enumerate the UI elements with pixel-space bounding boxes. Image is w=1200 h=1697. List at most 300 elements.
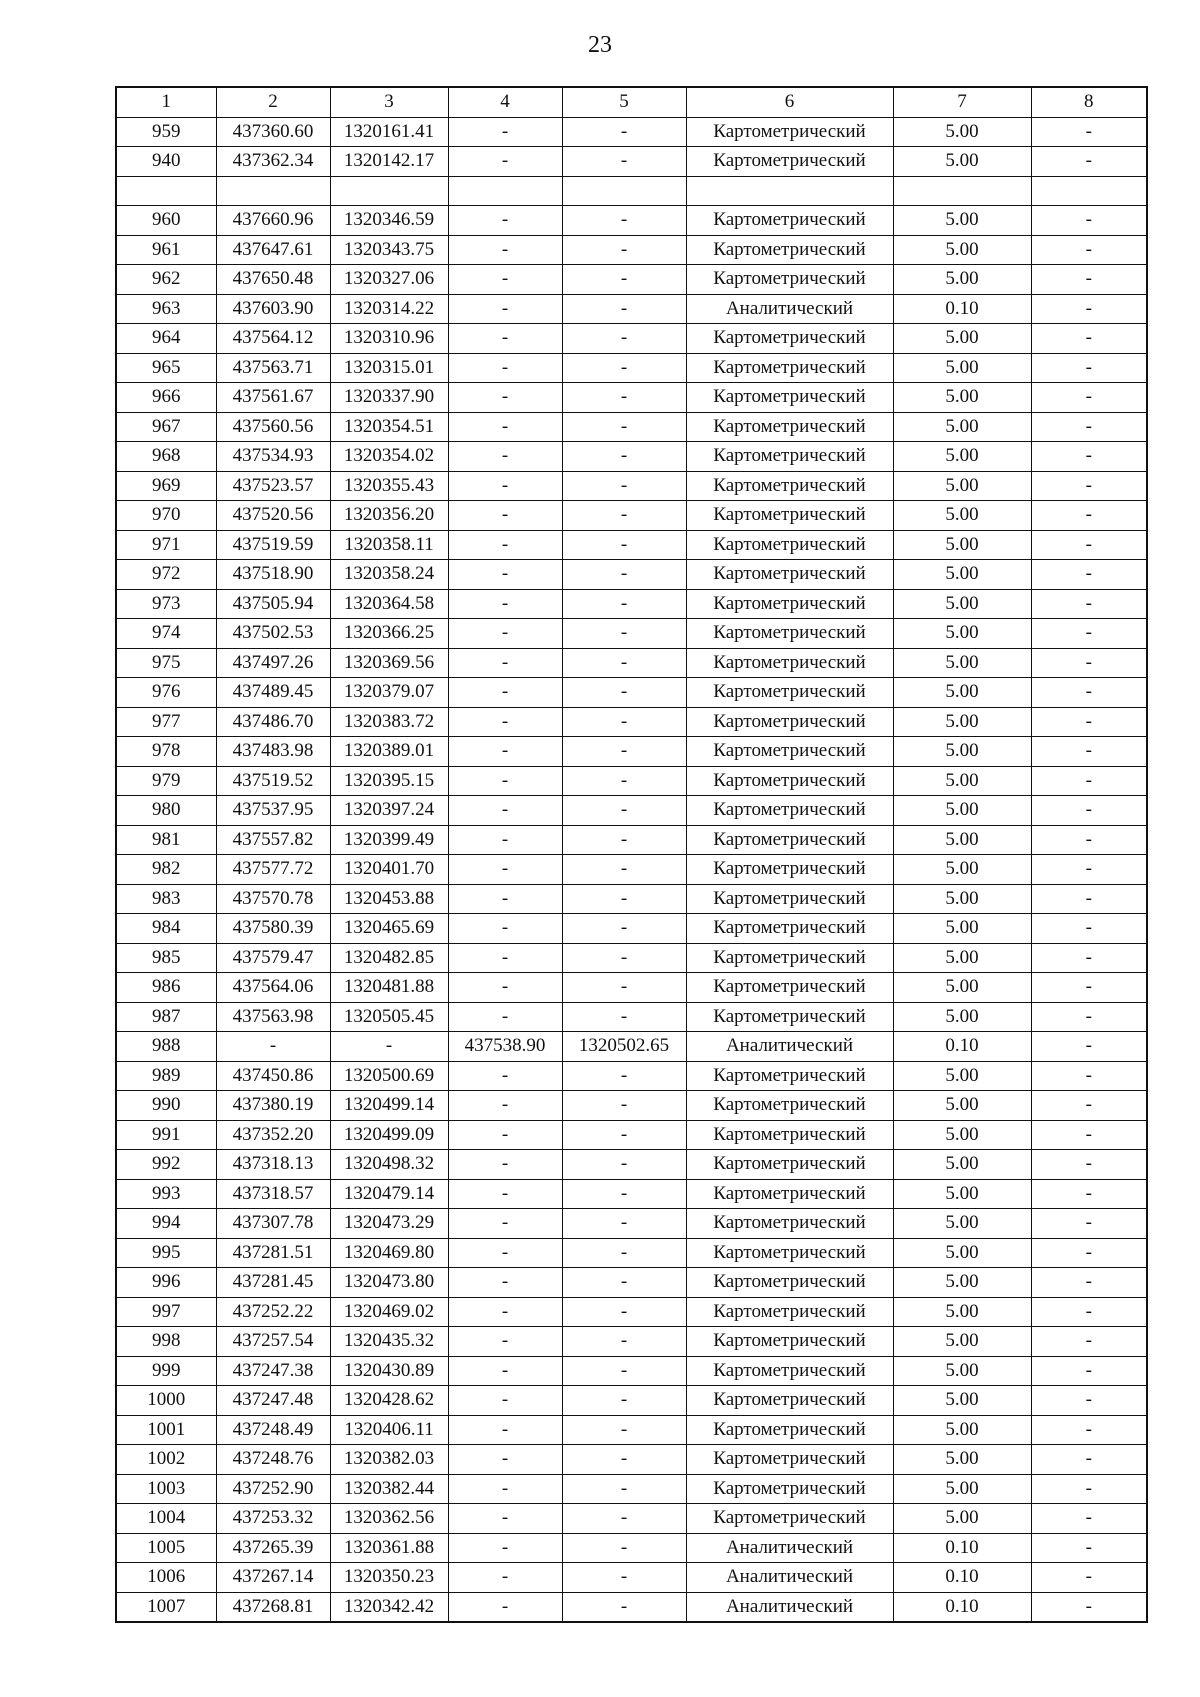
y-coordinate-cell: 1320350.23 bbox=[330, 1563, 448, 1593]
point-number-cell: 983 bbox=[116, 884, 216, 914]
accuracy-cell: 5.00 bbox=[893, 147, 1031, 177]
accuracy-cell: 5.00 bbox=[893, 265, 1031, 295]
method-cell: Картометрический bbox=[686, 619, 893, 649]
method-cell: Картометрический bbox=[686, 501, 893, 531]
point-number-cell: 969 bbox=[116, 471, 216, 501]
accuracy-cell: 5.00 bbox=[893, 560, 1031, 590]
y-new-cell: - bbox=[562, 442, 686, 472]
accuracy-cell: 5.00 bbox=[893, 324, 1031, 354]
note-cell: - bbox=[1031, 501, 1147, 531]
method-cell: Картометрический bbox=[686, 1297, 893, 1327]
x-coordinate-cell: 437486.70 bbox=[216, 707, 330, 737]
y-new-cell: - bbox=[562, 1120, 686, 1150]
table-row bbox=[116, 530, 1147, 560]
accuracy-cell: 5.00 bbox=[893, 1415, 1031, 1445]
y-new-cell: - bbox=[562, 1061, 686, 1091]
x-coordinate-cell: 437557.82 bbox=[216, 825, 330, 855]
method-cell: Картометрический bbox=[686, 1327, 893, 1357]
x-coordinate-cell: 437577.72 bbox=[216, 855, 330, 885]
x-new-cell: - bbox=[448, 1356, 562, 1386]
point-number-cell: 974 bbox=[116, 619, 216, 649]
table-row bbox=[116, 648, 1147, 678]
note-cell: - bbox=[1031, 1209, 1147, 1239]
x-new-cell: - bbox=[448, 619, 562, 649]
x-new-cell: - bbox=[448, 648, 562, 678]
note-cell: - bbox=[1031, 560, 1147, 590]
table-row bbox=[116, 1120, 1147, 1150]
method-cell: Картометрический bbox=[686, 1091, 893, 1121]
y-new-cell: - bbox=[562, 1179, 686, 1209]
method-cell: Картометрический bbox=[686, 707, 893, 737]
method-cell: Картометрический bbox=[686, 235, 893, 265]
y-new-cell: - bbox=[562, 1592, 686, 1622]
note-cell: - bbox=[1031, 796, 1147, 826]
point-number-cell: 959 bbox=[116, 117, 216, 147]
accuracy-cell: 5.00 bbox=[893, 707, 1031, 737]
method-cell: Картометрический bbox=[686, 766, 893, 796]
point-number-cell: 971 bbox=[116, 530, 216, 560]
point-number-cell: 991 bbox=[116, 1120, 216, 1150]
point-number-cell bbox=[116, 176, 216, 206]
y-new-cell: - bbox=[562, 412, 686, 442]
method-cell: Картометрический bbox=[686, 1061, 893, 1091]
y-new-cell: - bbox=[562, 943, 686, 973]
note-cell: - bbox=[1031, 1327, 1147, 1357]
x-coordinate-cell: 437523.57 bbox=[216, 471, 330, 501]
method-cell: Картометрический bbox=[686, 1356, 893, 1386]
x-new-cell: - bbox=[448, 1327, 562, 1357]
x-new-cell: - bbox=[448, 1297, 562, 1327]
point-number-cell: 1005 bbox=[116, 1533, 216, 1563]
y-new-cell: - bbox=[562, 1504, 686, 1534]
table-row bbox=[116, 1592, 1147, 1622]
note-cell: - bbox=[1031, 1474, 1147, 1504]
x-coordinate-cell: 437502.53 bbox=[216, 619, 330, 649]
method-cell: Картометрический bbox=[686, 825, 893, 855]
method-cell: Картометрический bbox=[686, 796, 893, 826]
x-coordinate-cell: - bbox=[216, 1032, 330, 1062]
method-cell: Картометрический bbox=[686, 442, 893, 472]
x-coordinate-cell: 437519.52 bbox=[216, 766, 330, 796]
method-cell: Картометрический bbox=[686, 1445, 893, 1475]
point-number-cell: 986 bbox=[116, 973, 216, 1003]
method-cell: Картометрический bbox=[686, 412, 893, 442]
table-row bbox=[116, 265, 1147, 295]
accuracy-cell: 0.10 bbox=[893, 1533, 1031, 1563]
y-new-cell: - bbox=[562, 884, 686, 914]
y-new-cell: - bbox=[562, 1533, 686, 1563]
note-cell bbox=[1031, 176, 1147, 206]
x-coordinate-cell: 437252.22 bbox=[216, 1297, 330, 1327]
point-number-cell: 976 bbox=[116, 678, 216, 708]
y-new-cell: - bbox=[562, 1238, 686, 1268]
y-new-cell: - bbox=[562, 973, 686, 1003]
method-cell: Картометрический bbox=[686, 560, 893, 590]
note-cell: - bbox=[1031, 1386, 1147, 1416]
point-number-cell: 996 bbox=[116, 1268, 216, 1298]
x-coordinate-cell: 437570.78 bbox=[216, 884, 330, 914]
y-coordinate-cell: 1320366.25 bbox=[330, 619, 448, 649]
accuracy-cell: 5.00 bbox=[893, 973, 1031, 1003]
x-new-cell: - bbox=[448, 796, 562, 826]
x-new-cell: - bbox=[448, 825, 562, 855]
y-coordinate-cell: 1320369.56 bbox=[330, 648, 448, 678]
x-new-cell: - bbox=[448, 265, 562, 295]
x-new-cell: - bbox=[448, 1120, 562, 1150]
point-number-cell: 965 bbox=[116, 353, 216, 383]
note-cell: - bbox=[1031, 1297, 1147, 1327]
table-row bbox=[116, 884, 1147, 914]
method-cell: Картометрический bbox=[686, 1504, 893, 1534]
header-cell-1: 1 bbox=[116, 87, 216, 117]
x-coordinate-cell: 437450.86 bbox=[216, 1061, 330, 1091]
y-new-cell: - bbox=[562, 294, 686, 324]
point-number-cell: 966 bbox=[116, 383, 216, 413]
table-row bbox=[116, 1533, 1147, 1563]
header-cell-4: 4 bbox=[448, 87, 562, 117]
x-coordinate-cell: 437360.60 bbox=[216, 117, 330, 147]
table-row bbox=[116, 914, 1147, 944]
x-coordinate-cell: 437561.67 bbox=[216, 383, 330, 413]
note-cell: - bbox=[1031, 707, 1147, 737]
point-number-cell: 978 bbox=[116, 737, 216, 767]
accuracy-cell: 5.00 bbox=[893, 1091, 1031, 1121]
y-new-cell: - bbox=[562, 855, 686, 885]
y-coordinate-cell: 1320397.24 bbox=[330, 796, 448, 826]
y-new-cell: - bbox=[562, 1150, 686, 1180]
table-row bbox=[116, 707, 1147, 737]
y-new-cell: - bbox=[562, 678, 686, 708]
table-row bbox=[116, 560, 1147, 590]
table-row bbox=[116, 235, 1147, 265]
x-new-cell: - bbox=[448, 501, 562, 531]
accuracy-cell: 5.00 bbox=[893, 1474, 1031, 1504]
x-new-cell: - bbox=[448, 1563, 562, 1593]
method-cell: Картометрический bbox=[686, 914, 893, 944]
note-cell: - bbox=[1031, 973, 1147, 1003]
header-cell-6: 6 bbox=[686, 87, 893, 117]
x-coordinate-cell: 437519.59 bbox=[216, 530, 330, 560]
method-cell: Картометрический bbox=[686, 1415, 893, 1445]
y-coordinate-cell: 1320356.20 bbox=[330, 501, 448, 531]
accuracy-cell: 5.00 bbox=[893, 1386, 1031, 1416]
accuracy-cell: 5.00 bbox=[893, 412, 1031, 442]
table-row bbox=[116, 678, 1147, 708]
y-coordinate-cell: 1320355.43 bbox=[330, 471, 448, 501]
y-new-cell: - bbox=[562, 1445, 686, 1475]
accuracy-cell: 5.00 bbox=[893, 530, 1031, 560]
y-coordinate-cell: 1320389.01 bbox=[330, 737, 448, 767]
y-new-cell: - bbox=[562, 383, 686, 413]
accuracy-cell bbox=[893, 176, 1031, 206]
y-new-cell: - bbox=[562, 530, 686, 560]
note-cell: - bbox=[1031, 383, 1147, 413]
accuracy-cell: 5.00 bbox=[893, 855, 1031, 885]
y-coordinate-cell: 1320383.72 bbox=[330, 707, 448, 737]
table-row bbox=[116, 943, 1147, 973]
table-row bbox=[116, 796, 1147, 826]
point-number-cell: 972 bbox=[116, 560, 216, 590]
table-row bbox=[116, 412, 1147, 442]
x-coordinate-cell: 437489.45 bbox=[216, 678, 330, 708]
x-coordinate-cell: 437560.56 bbox=[216, 412, 330, 442]
table-row bbox=[116, 1386, 1147, 1416]
y-new-cell: - bbox=[562, 1386, 686, 1416]
note-cell: - bbox=[1031, 1120, 1147, 1150]
method-cell: Картометрический bbox=[686, 471, 893, 501]
x-new-cell: - bbox=[448, 737, 562, 767]
accuracy-cell: 5.00 bbox=[893, 1297, 1031, 1327]
x-coordinate-cell: 437518.90 bbox=[216, 560, 330, 590]
note-cell: - bbox=[1031, 1268, 1147, 1298]
point-number-cell: 1001 bbox=[116, 1415, 216, 1445]
point-number-cell: 1006 bbox=[116, 1563, 216, 1593]
note-cell: - bbox=[1031, 855, 1147, 885]
x-coordinate-cell: 437647.61 bbox=[216, 235, 330, 265]
table-row bbox=[116, 1297, 1147, 1327]
table-row bbox=[116, 324, 1147, 354]
accuracy-cell: 5.00 bbox=[893, 1120, 1031, 1150]
accuracy-cell: 5.00 bbox=[893, 1268, 1031, 1298]
y-new-cell: - bbox=[562, 1563, 686, 1593]
x-new-cell: - bbox=[448, 353, 562, 383]
note-cell: - bbox=[1031, 648, 1147, 678]
y-coordinate-cell bbox=[330, 176, 448, 206]
table-row bbox=[116, 1209, 1147, 1239]
point-number-cell: 977 bbox=[116, 707, 216, 737]
y-new-cell: - bbox=[562, 1297, 686, 1327]
point-number-cell: 967 bbox=[116, 412, 216, 442]
point-number-cell: 973 bbox=[116, 589, 216, 619]
table-row bbox=[116, 589, 1147, 619]
x-new-cell bbox=[448, 176, 562, 206]
y-new-cell: - bbox=[562, 471, 686, 501]
y-new-cell: - bbox=[562, 1268, 686, 1298]
note-cell: - bbox=[1031, 412, 1147, 442]
y-new-cell: - bbox=[562, 324, 686, 354]
x-coordinate-cell: 437362.34 bbox=[216, 147, 330, 177]
table-row bbox=[116, 1415, 1147, 1445]
x-coordinate-cell: 437252.90 bbox=[216, 1474, 330, 1504]
table-row bbox=[116, 1150, 1147, 1180]
table-row bbox=[116, 1563, 1147, 1593]
y-coordinate-cell: 1320358.24 bbox=[330, 560, 448, 590]
note-cell: - bbox=[1031, 589, 1147, 619]
accuracy-cell: 5.00 bbox=[893, 1061, 1031, 1091]
accuracy-cell: 5.00 bbox=[893, 1504, 1031, 1534]
accuracy-cell: 5.00 bbox=[893, 884, 1031, 914]
x-new-cell: - bbox=[448, 1209, 562, 1239]
y-coordinate-cell: 1320453.88 bbox=[330, 884, 448, 914]
method-cell: Картометрический bbox=[686, 1179, 893, 1209]
point-number-cell: 987 bbox=[116, 1002, 216, 1032]
point-number-cell: 1003 bbox=[116, 1474, 216, 1504]
method-cell: Картометрический bbox=[686, 1002, 893, 1032]
y-coordinate-cell: 1320406.11 bbox=[330, 1415, 448, 1445]
table-row bbox=[116, 1356, 1147, 1386]
y-coordinate-cell: 1320379.07 bbox=[330, 678, 448, 708]
y-coordinate-cell: 1320382.03 bbox=[330, 1445, 448, 1475]
y-new-cell: - bbox=[562, 1327, 686, 1357]
table-row bbox=[116, 1504, 1147, 1534]
x-coordinate-cell: 437563.71 bbox=[216, 353, 330, 383]
y-coordinate-cell: 1320505.45 bbox=[330, 1002, 448, 1032]
method-cell: Картометрический bbox=[686, 884, 893, 914]
y-coordinate-cell: 1320314.22 bbox=[330, 294, 448, 324]
x-new-cell: - bbox=[448, 766, 562, 796]
y-new-cell: - bbox=[562, 353, 686, 383]
coordinates-table bbox=[115, 86, 1148, 1623]
y-coordinate-cell: 1320428.62 bbox=[330, 1386, 448, 1416]
x-new-cell: - bbox=[448, 147, 562, 177]
table-row bbox=[116, 294, 1147, 324]
point-number-cell: 961 bbox=[116, 235, 216, 265]
accuracy-cell: 5.00 bbox=[893, 796, 1031, 826]
x-coordinate-cell: 437257.54 bbox=[216, 1327, 330, 1357]
x-coordinate-cell: 437483.98 bbox=[216, 737, 330, 767]
method-cell: Картометрический bbox=[686, 737, 893, 767]
note-cell: - bbox=[1031, 147, 1147, 177]
table-header-row bbox=[116, 87, 1147, 117]
x-coordinate-cell: 437563.98 bbox=[216, 1002, 330, 1032]
x-new-cell: - bbox=[448, 471, 562, 501]
point-number-cell: 984 bbox=[116, 914, 216, 944]
x-coordinate-cell: 437318.57 bbox=[216, 1179, 330, 1209]
y-coordinate-cell: 1320430.89 bbox=[330, 1356, 448, 1386]
method-cell: Картометрический bbox=[686, 353, 893, 383]
note-cell: - bbox=[1031, 1504, 1147, 1534]
method-cell: Картометрический bbox=[686, 206, 893, 236]
x-new-cell: - bbox=[448, 442, 562, 472]
point-number-cell: 998 bbox=[116, 1327, 216, 1357]
x-coordinate-cell: 437564.12 bbox=[216, 324, 330, 354]
x-coordinate-cell: 437534.93 bbox=[216, 442, 330, 472]
y-new-cell: - bbox=[562, 1356, 686, 1386]
y-coordinate-cell: 1320342.42 bbox=[330, 1592, 448, 1622]
y-coordinate-cell: 1320500.69 bbox=[330, 1061, 448, 1091]
note-cell: - bbox=[1031, 1002, 1147, 1032]
table-row bbox=[116, 206, 1147, 236]
accuracy-cell: 5.00 bbox=[893, 943, 1031, 973]
x-coordinate-cell bbox=[216, 176, 330, 206]
y-coordinate-cell: 1320142.17 bbox=[330, 147, 448, 177]
table-row bbox=[116, 147, 1147, 177]
y-new-cell: - bbox=[562, 235, 686, 265]
note-cell: - bbox=[1031, 1533, 1147, 1563]
table-row bbox=[116, 1268, 1147, 1298]
point-number-cell: 979 bbox=[116, 766, 216, 796]
table-row bbox=[116, 383, 1147, 413]
y-coordinate-cell: 1320343.75 bbox=[330, 235, 448, 265]
x-new-cell: - bbox=[448, 589, 562, 619]
y-coordinate-cell: 1320473.80 bbox=[330, 1268, 448, 1298]
method-cell: Картометрический bbox=[686, 1120, 893, 1150]
x-new-cell: - bbox=[448, 1533, 562, 1563]
page-number: 23 bbox=[588, 32, 612, 58]
y-new-cell: - bbox=[562, 206, 686, 236]
accuracy-cell: 5.00 bbox=[893, 117, 1031, 147]
x-coordinate-cell: 437247.48 bbox=[216, 1386, 330, 1416]
x-coordinate-cell: 437505.94 bbox=[216, 589, 330, 619]
note-cell: - bbox=[1031, 353, 1147, 383]
note-cell: - bbox=[1031, 530, 1147, 560]
y-coordinate-cell: 1320361.88 bbox=[330, 1533, 448, 1563]
x-new-cell: - bbox=[448, 678, 562, 708]
table-row bbox=[116, 1445, 1147, 1475]
method-cell: Картометрический bbox=[686, 265, 893, 295]
accuracy-cell: 5.00 bbox=[893, 737, 1031, 767]
table-row bbox=[116, 1327, 1147, 1357]
y-new-cell: - bbox=[562, 825, 686, 855]
accuracy-cell: 5.00 bbox=[893, 914, 1031, 944]
point-number-cell: 993 bbox=[116, 1179, 216, 1209]
method-cell: Картометрический bbox=[686, 1209, 893, 1239]
y-new-cell: - bbox=[562, 1209, 686, 1239]
accuracy-cell: 0.10 bbox=[893, 294, 1031, 324]
accuracy-cell: 5.00 bbox=[893, 1150, 1031, 1180]
y-coordinate-cell: 1320499.09 bbox=[330, 1120, 448, 1150]
note-cell: - bbox=[1031, 294, 1147, 324]
point-number-cell: 970 bbox=[116, 501, 216, 531]
note-cell: - bbox=[1031, 1179, 1147, 1209]
point-number-cell: 980 bbox=[116, 796, 216, 826]
y-new-cell: - bbox=[562, 147, 686, 177]
point-number-cell: 960 bbox=[116, 206, 216, 236]
point-number-cell: 988 bbox=[116, 1032, 216, 1062]
y-coordinate-cell: 1320482.85 bbox=[330, 943, 448, 973]
y-coordinate-cell: 1320481.88 bbox=[330, 973, 448, 1003]
x-coordinate-cell: 437537.95 bbox=[216, 796, 330, 826]
table-row bbox=[116, 1179, 1147, 1209]
method-cell: Аналитический bbox=[686, 1592, 893, 1622]
accuracy-cell: 5.00 bbox=[893, 1179, 1031, 1209]
accuracy-cell: 0.10 bbox=[893, 1563, 1031, 1593]
table-row bbox=[116, 619, 1147, 649]
method-cell: Картометрический bbox=[686, 589, 893, 619]
point-number-cell: 975 bbox=[116, 648, 216, 678]
x-coordinate-cell: 437268.81 bbox=[216, 1592, 330, 1622]
method-cell: Картометрический bbox=[686, 530, 893, 560]
accuracy-cell: 0.10 bbox=[893, 1592, 1031, 1622]
point-number-cell: 963 bbox=[116, 294, 216, 324]
header-cell-7: 7 bbox=[893, 87, 1031, 117]
table-row bbox=[116, 353, 1147, 383]
note-cell: - bbox=[1031, 471, 1147, 501]
accuracy-cell: 5.00 bbox=[893, 501, 1031, 531]
note-cell: - bbox=[1031, 206, 1147, 236]
accuracy-cell: 5.00 bbox=[893, 589, 1031, 619]
y-coordinate-cell: 1320346.59 bbox=[330, 206, 448, 236]
y-coordinate-cell: 1320354.02 bbox=[330, 442, 448, 472]
y-new-cell: - bbox=[562, 914, 686, 944]
x-coordinate-cell: 437603.90 bbox=[216, 294, 330, 324]
x-coordinate-cell: 437564.06 bbox=[216, 973, 330, 1003]
table-row bbox=[116, 855, 1147, 885]
x-coordinate-cell: 437580.39 bbox=[216, 914, 330, 944]
y-new-cell: - bbox=[562, 619, 686, 649]
method-cell: Аналитический bbox=[686, 294, 893, 324]
accuracy-cell: 5.00 bbox=[893, 1002, 1031, 1032]
x-coordinate-cell: 437650.48 bbox=[216, 265, 330, 295]
point-number-cell: 990 bbox=[116, 1091, 216, 1121]
y-new-cell: - bbox=[562, 796, 686, 826]
method-cell: Картометрический bbox=[686, 648, 893, 678]
method-cell: Картометрический bbox=[686, 1268, 893, 1298]
accuracy-cell: 5.00 bbox=[893, 766, 1031, 796]
note-cell: - bbox=[1031, 1592, 1147, 1622]
note-cell: - bbox=[1031, 1415, 1147, 1445]
point-number-cell: 995 bbox=[116, 1238, 216, 1268]
